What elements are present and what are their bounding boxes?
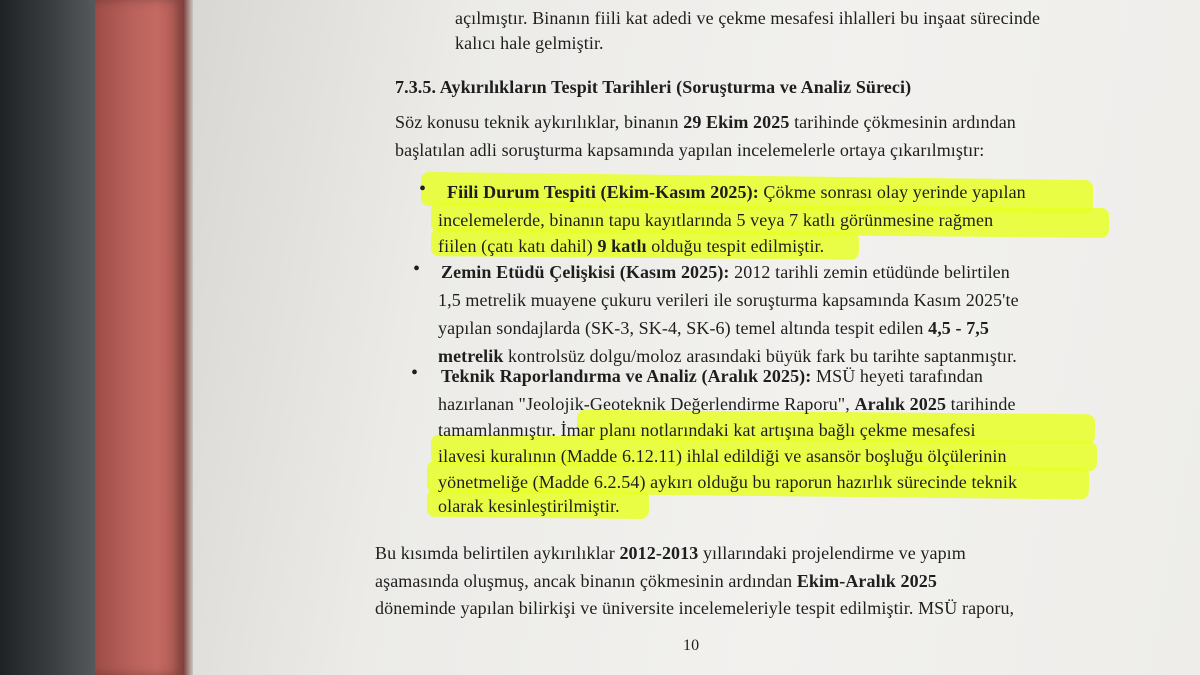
closing-paragraph-line: döneminde yapılan bilirkişi ve üniversite incelemeleriyle tespit edilmiştir. MSÜ raporu,: [375, 598, 1015, 618]
date-emphasis: Aralık 2025: [854, 394, 947, 414]
text-run: yıllarındaki projelendirme ve yapım: [698, 543, 966, 563]
text-run: olduğu tespit edilmiştir.: [646, 236, 825, 256]
page-number: 10: [683, 637, 700, 654]
bullet-2-line: 1,5 metrelik muayene çukuru verileri ile soruşturma kapsamında Kasım 2025'te: [438, 290, 1019, 310]
text-run: tarihinde çökmesinin ardından: [789, 112, 1016, 132]
background-shadow: [0, 0, 95, 675]
bullet-2-line: [441, 262, 1010, 283]
intro-paragraph-line: [395, 112, 1016, 133]
date-emphasis: 29 Ekim 2025: [683, 112, 790, 132]
text-run: aşamasında oluşmuş, ancak binanın çökmesinin ardından: [375, 571, 797, 591]
bullet-2-line: [438, 346, 1017, 367]
closing-paragraph-line: [375, 571, 937, 592]
text-run: Bu kısımda belirtilen aykırılıklar: [375, 543, 620, 563]
text-emphasis: 4,5 - 7,5: [928, 318, 989, 338]
text-run: kontrolsüz dolgu/moloz arasındaki büyük fark bu tarihte saptanmıştır.: [503, 346, 1017, 366]
document-page: [193, 0, 1200, 675]
bullet-3-line: [438, 394, 1016, 415]
bullet-3-line: olarak kesinleştirilmiştir.: [438, 496, 620, 516]
bullet-3-line: yönetmeliğe (Madde 6.2.54) aykırı olduğu bu raporun hazırlık sürecinde teknik: [438, 472, 1018, 492]
bullet-point: •: [411, 362, 419, 384]
bullet-1-line: incelemelerde, binanın tapu kayıtlarında 5 veya 7 katlı görünmesine rağmen: [438, 210, 994, 230]
section-heading: 7.3.5. Aykırılıkların Tespit Tarihleri (Soruşturma ve Analiz Süreci): [395, 77, 912, 97]
bullet-1-line: [447, 182, 1026, 203]
text-run: MSÜ heyeti tarafından: [811, 366, 984, 386]
text-run: Çökme sonrası olay yerinde yapılan: [758, 182, 1026, 202]
text-emphasis: 2012-2013: [619, 543, 699, 563]
bullet-3-line: [441, 366, 983, 387]
binder-edge: [183, 0, 193, 675]
text-run: yapılan sondajlarda (SK-3, SK-4, SK-6) temel altında tespit edilen: [438, 318, 929, 338]
text-emphasis: metrelik: [438, 346, 504, 366]
red-binder-cover: [95, 0, 183, 675]
bullet-1-line: [438, 236, 824, 257]
text-run: fiilen (çatı katı dahil): [438, 236, 598, 256]
bullet-point: •: [413, 258, 421, 280]
bullet-2-line: [438, 318, 989, 339]
bullet-title: Teknik Raporlandırma ve Analiz (Aralık 2025):: [441, 366, 812, 386]
bullet-point: •: [419, 178, 427, 200]
date-emphasis: Ekim-Aralık 2025: [796, 571, 937, 591]
text-run: Söz konusu teknik aykırılıklar, binanın: [395, 112, 684, 132]
closing-paragraph-line: [375, 543, 966, 564]
intro-paragraph-line: başlatılan adli soruşturma kapsamında yapılan incelemelerle ortaya çıkarılmıştır:: [395, 140, 985, 160]
bullet-3-line: tamamlanmıştır. İmar planı notlarındaki kat artışına bağlı çekme mesafesi: [438, 420, 976, 440]
continuation-line: kalıcı hale gelmiştir.: [455, 33, 604, 53]
text-run: tarihinde: [946, 394, 1016, 414]
bullet-3-line: ilavesi kuralının (Madde 6.12.11) ihlal edildiği ve asansör boşluğu ölçülerinin: [438, 446, 1007, 466]
bullet-title: Fiili Durum Tespiti (Ekim-Kasım 2025):: [447, 182, 759, 202]
bullet-title: Zemin Etüdü Çelişkisi (Kasım 2025):: [441, 262, 730, 282]
text-run: 2012 tarihli zemin etüdünde belirtilen: [729, 262, 1010, 282]
continuation-line: açılmıştır. Binanın fiili kat adedi ve çekme mesafesi ihlalleri bu inşaat sürecinde: [455, 8, 1041, 28]
text-emphasis: 9 katlı: [597, 236, 647, 256]
text-run: hazırlanan "Jeolojik-Geoteknik Değerlendirme Raporu",: [438, 394, 855, 414]
